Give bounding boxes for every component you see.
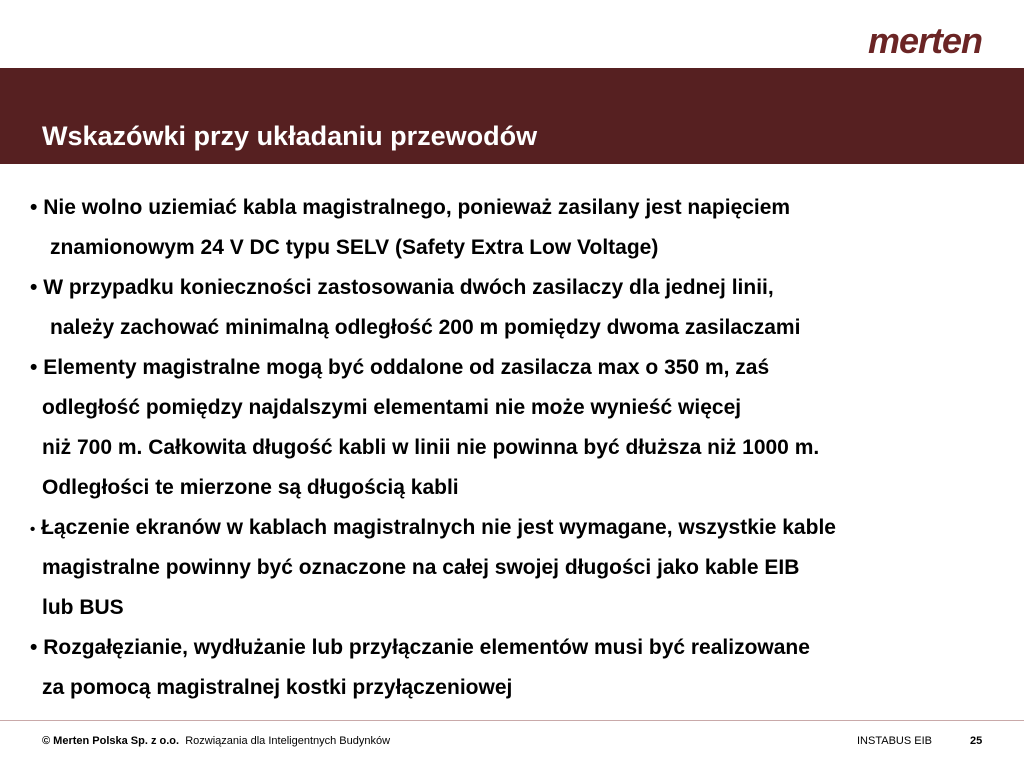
merten-logo: merten (867, 20, 982, 61)
bullet-text: lub BUS (42, 596, 124, 619)
footer-left (42, 735, 390, 747)
bullet-text: należy zachować minimalną odległość 200 m pomiędzy dwoma zasilaczami (50, 316, 801, 339)
bullet-marker: • (30, 356, 38, 379)
bullet-line-8 (42, 476, 459, 500)
page-number: 25 (970, 735, 983, 747)
bullet-text: znamionowym 24 V DC typu SELV (Safety Extra Low Voltage) (50, 236, 659, 259)
bullet-line-1 (30, 196, 790, 220)
bullet-line-9 (30, 516, 836, 542)
footer-product: INSTABUS EIB (857, 735, 932, 747)
bullet-line-13 (42, 676, 512, 700)
bullet-text: W przypadku konieczności zastosowania dwóch zasilaczy dla jednej linii, (43, 276, 774, 299)
bullet-line-10 (42, 556, 799, 580)
bullet-line-11 (42, 596, 124, 620)
bullet-line-5 (30, 356, 769, 380)
bullet-line-2 (50, 236, 658, 260)
bullet-line-4 (50, 316, 800, 340)
footer-copyright: © Merten Polska Sp. z o.o. (42, 735, 180, 747)
slide-title: Wskazówki przy układaniu przewodów (42, 121, 538, 151)
bullet-text: niż 700 m. Całkowita długość kabli w linii nie powinna być dłuższa niż 1000 m. (42, 436, 820, 459)
bullet-marker: • (30, 636, 38, 659)
bullet-text: Odległości te mierzone są długością kabli (42, 476, 459, 499)
bullet-text: Elementy magistralne mogą być oddalone od zasilacza max o 350 m, zaś (43, 356, 770, 379)
footer-divider (0, 720, 1024, 721)
bullet-line-6 (42, 396, 741, 420)
bullet-marker: • (30, 196, 38, 219)
bullet-text: odległość pomiędzy najdalszymi elementami nie może wynieść więcej (42, 396, 742, 419)
bullet-text: Rozgałęzianie, wydłużanie lub przyłączanie elementów musi być realizowane (43, 636, 810, 659)
bullet-text: Nie wolno uziemiać kabla magistralnego, ponieważ zasilany jest napięciem (43, 196, 791, 219)
bullet-line-7 (42, 436, 819, 460)
bullet-line-3 (30, 276, 774, 300)
bullet-marker: • (30, 276, 38, 299)
bullet-text: za pomocą magistralnej kostki przyłączeniowej (42, 676, 513, 699)
bullet-text: Łączenie ekranów w kablach magistralnych nie jest wymagane, wszystkie kable (41, 516, 836, 539)
bullet-text: magistralne powinny być oznaczone na całej swojej długości jako kable EIB (42, 556, 800, 579)
footer-tagline: Rozwiązania dla Inteligentnych Budynków (185, 735, 391, 747)
bullet-marker: • (30, 521, 36, 538)
bullet-line-12 (30, 636, 810, 660)
